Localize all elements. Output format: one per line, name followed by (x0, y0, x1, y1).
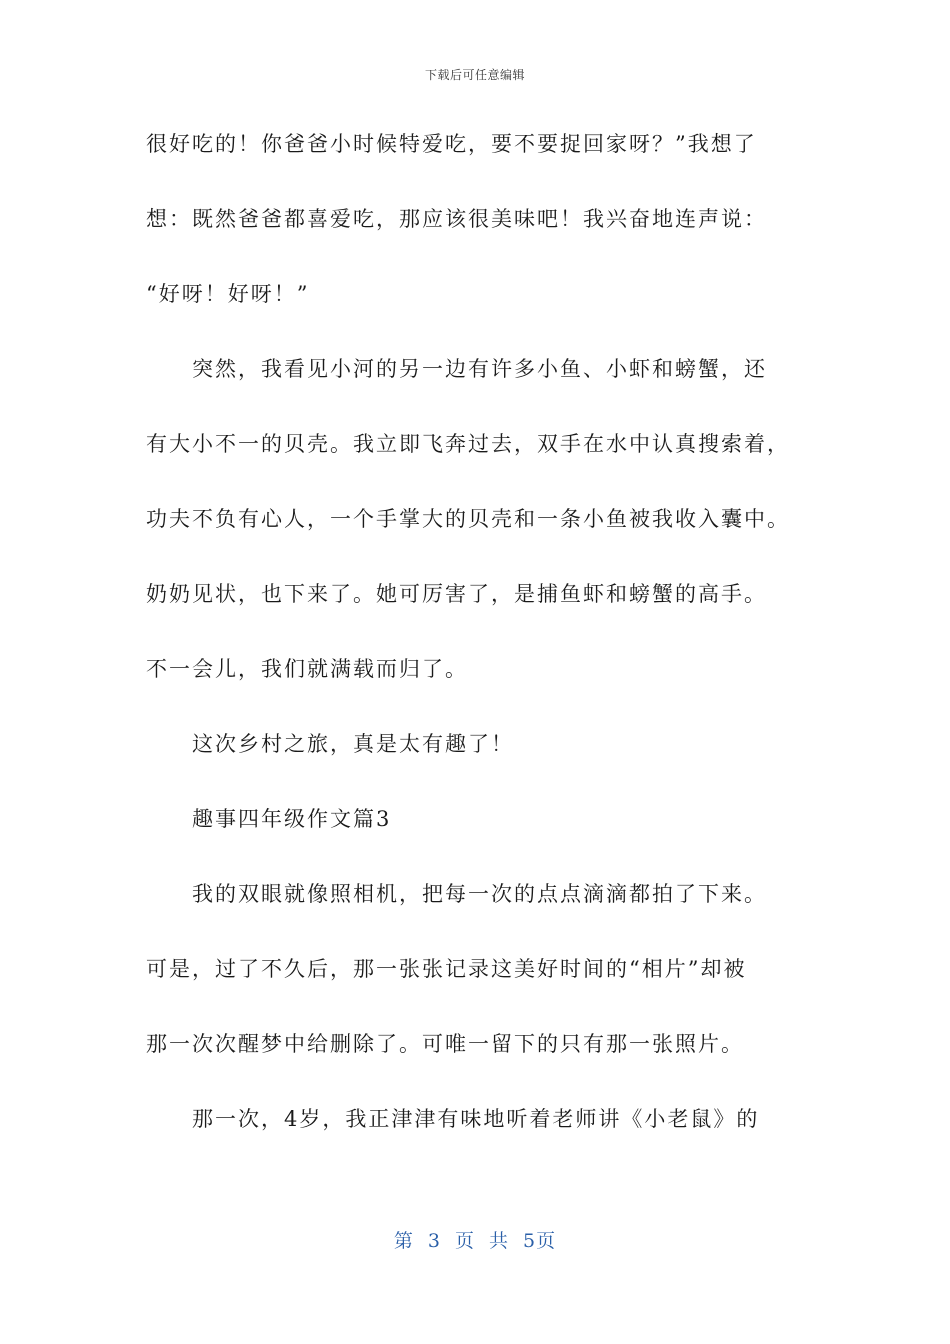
text-line-7: 奶奶见状，也下来了。她可厉害了，是捕鱼虾和螃蟹的高手。 (146, 582, 767, 606)
text-line-13: 那一次次醒梦中给删除了。可唯一留下的只有那一张照片。 (146, 1032, 744, 1056)
text-line-11: 我的双眼就像照相机，把每一次的点点滴滴都拍了下来。 (192, 882, 767, 906)
text-line-5: 有大小不一的贝壳。我立即飞奔过去，双手在水中认真搜索着， (146, 432, 790, 456)
footer-prefix: 第 (393, 1230, 414, 1252)
text-line-4: 突然，我看见小河的另一边有许多小鱼、小虾和螃蟹，还 (192, 357, 767, 381)
footer-total-word: 共 (489, 1230, 510, 1252)
text-line-8: 不一会儿，我们就满载而归了。 (146, 657, 468, 681)
footer-page-word: 页 (454, 1230, 475, 1252)
page-header: 下载后可任意编辑 (424, 68, 525, 82)
text-line-1: 很好吃的！你爸爸小时候特爱吃，要不要捉回家呀？”我想了 (146, 132, 757, 156)
text-line-14: 那一次，4岁，我正津津有味地听着老师讲《小老鼠》的 (192, 1107, 760, 1131)
text-line-12: 可是，过了不久后，那一张张记录这美好时间的“相片”却被 (146, 957, 747, 981)
text-line-6: 功夫不负有心人，一个手掌大的贝壳和一条小鱼被我收入囊中。 (146, 507, 790, 531)
text-line-9: 这次乡村之旅，真是太有趣了！ (192, 732, 514, 756)
section-heading: 趣事四年级作文篇3 (192, 807, 392, 831)
footer-current-page: 3 (427, 1230, 441, 1252)
document-body (146, 122, 816, 1172)
footer-total-pages: 5页 (523, 1230, 557, 1252)
text-line-2: 想：既然爸爸都喜爱吃，那应该很美味吧！我兴奋地连声说： (146, 207, 767, 231)
page-footer (0, 1226, 950, 1253)
text-line-3: “好呀！好呀！” (146, 282, 310, 306)
